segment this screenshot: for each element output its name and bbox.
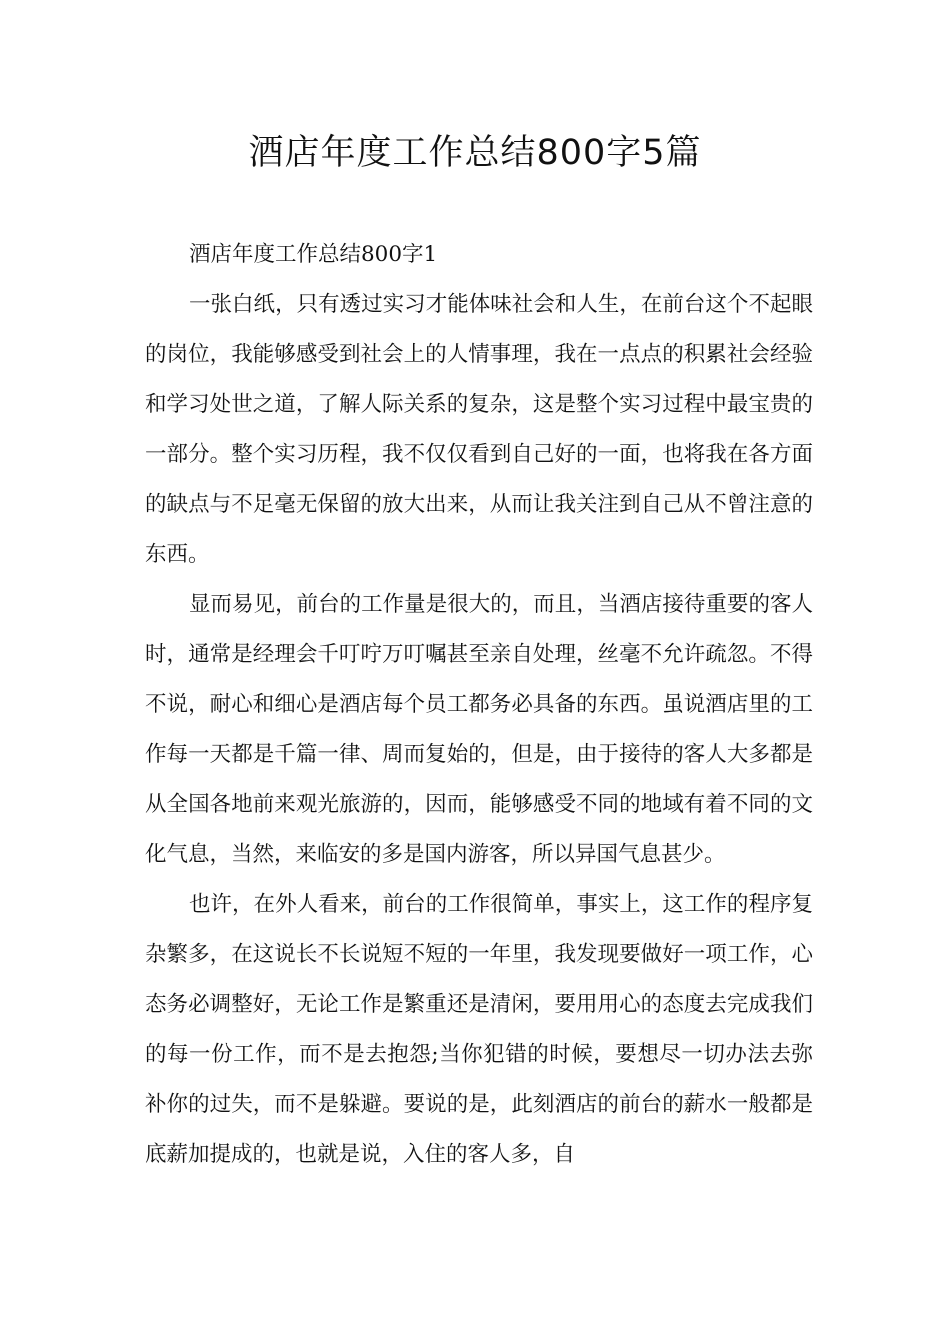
paragraph-2: 显而易见，前台的工作量是很大的，而且，当酒店接待重要的客人时，通常是经理会千叮咛万叮嘱甚至亲自处理，丝毫不允许疏忽。不得不说，耐心和细心是酒店每个员工都务必具备的东西。虽说酒店里的工作每一天都是千篇一律、周而复始的，但是，由于接待的客人大多都是从全国各地前来观光旅游的，因而，能够感受不同的地域有着不同的文化气息，当然，来临安的多是国内游客，所以异国气息甚少。 <box>145 592 813 867</box>
document-body <box>145 230 813 1180</box>
document-title: 酒店年度工作总结800字5篇 <box>248 133 702 173</box>
paragraph-1: 一张白纸，只有透过实习才能体味社会和人生，在前台这个不起眼的岗位，我能够感受到社会上的人情事理，我在一点点的积累社会经验和学习处世之道，了解人际关系的复杂，这是整个实习过程中最宝贵的一部分。整个实习历程，我不仅仅看到自己好的一面，也将我在各方面的缺点与不足毫无保留的放大出来，从而让我关注到自己从不曾注意的东西。 <box>145 292 813 567</box>
paragraph-3: 也许，在外人看来，前台的工作很简单，事实上，这工作的程序复杂繁多，在这说长不长说短不短的一年里，我发现要做好一项工作，心态务必调整好，无论工作是繁重还是清闲，要用用心的态度去完成我们的每一份工作，而不是去抱怨;当你犯错的时候，要想尽一切办法去弥补你的过失，而不是躲避。要说的是，此刻酒店的前台的薪水一般都是底薪加提成的，也就是说，入住的客人多，自 <box>145 892 813 1167</box>
section-heading: 酒店年度工作总结800字1 <box>189 242 438 267</box>
